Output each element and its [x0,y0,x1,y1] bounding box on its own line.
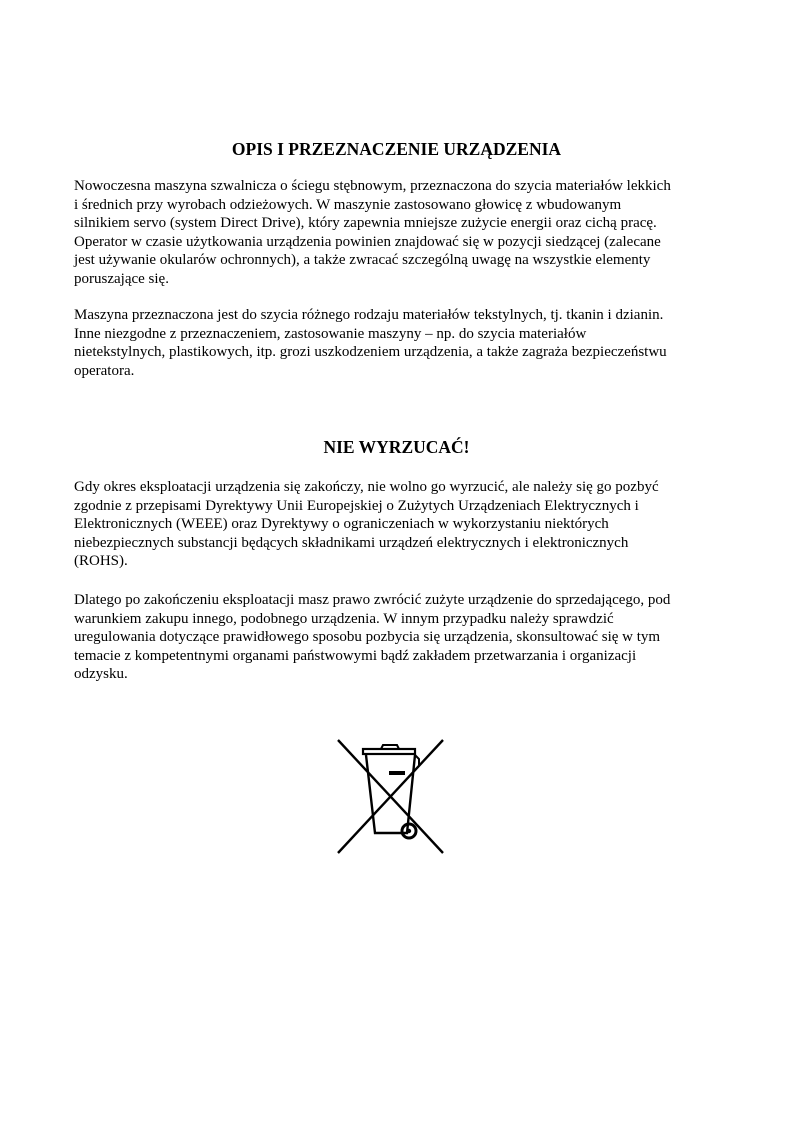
section-title-disposal: NIE WYRZUCAĆ! [323,437,470,457]
description-paragraph-2 [74,306,722,380]
crossed-out-wheelie-bin-icon [333,735,449,859]
text-line: temacie z kompetentnymi organami państwowymi bądź zakładem przetwarzania i organizacji [74,647,637,664]
text-line: Maszyna przeznaczona jest do szycia różnego rodzaju materiałów tekstylnych, tj. tkanin i dzianin. [74,307,664,323]
text-line: Nowoczesna maszyna szwalnicza o ściegu stębnowym, przeznaczona do szycia materiałów lekkich [74,178,671,194]
text-line: poruszające się. [74,270,169,287]
text-line: nietekstylnych, plastikowych, itp. grozi uszkodzeniem urządzenia, a także zagraża bezpieczeństwu [74,344,667,360]
text-line: odzysku. [74,666,128,682]
section-title-description: OPIS I PRZEZNACZENIE URZĄDZENIA [231,139,562,159]
text-line: silnikiem servo (system Direct Drive), który zapewnia mniejsze zużycie energii oraz cichą pracę. [74,215,657,231]
disposal-paragraph-2 [74,591,722,684]
text-line: warunkiem zakupu innego, podobnego urządzenia. W innym przypadku należy sprawdzić [74,610,614,627]
text-line: zgodnie z przepisami Dyrektywy Unii Europejskiej o Zużytych Urządzeniach Elektrycznych i [74,497,639,514]
text-line: Inne niezgodne z przeznaczeniem, zastosowanie maszyny – np. do szycia materiałów [74,325,587,342]
text-line: operatora. [74,362,135,379]
text-line: (ROHS). [74,553,128,569]
text-line: Dlatego po zakończeniu eksploatacji masz prawo zwrócić zużyte urządzenie do sprzedającego, pod [74,592,671,608]
text-line: Elektronicznych (WEEE) oraz Dyrektywy o ograniczeniach w wykorzystaniu niektórych [74,516,609,532]
text-line: i średnich przy wyrobach odzieżowych. W maszynie zastosowano głowicę z wbudowanym [74,196,622,213]
text-line: niebezpiecznych substancji będących składnikami urządzeń elektrycznych i elektronicznych [74,534,629,551]
disposal-paragraph-1 [74,478,722,571]
text-line: jest używanie okularów ochronnych), a także zwracać szczególną uwagę na wszystkie elementy [74,252,651,268]
text-line: Gdy okres eksploatacji urządzenia się zakończy, nie wolno go wyrzucić, ale należy się go pozbyć [74,479,659,495]
description-paragraph-1 [74,177,722,288]
text-line: Operator w czasie użytkowania urządzenia powinien znajdować się w pozycji siedzącej (zalecane [74,233,661,250]
text-line: uregulowania dotyczące prawidłowego sposobu pozbycia się urządzenia, skonsultować się w tym [74,629,661,645]
